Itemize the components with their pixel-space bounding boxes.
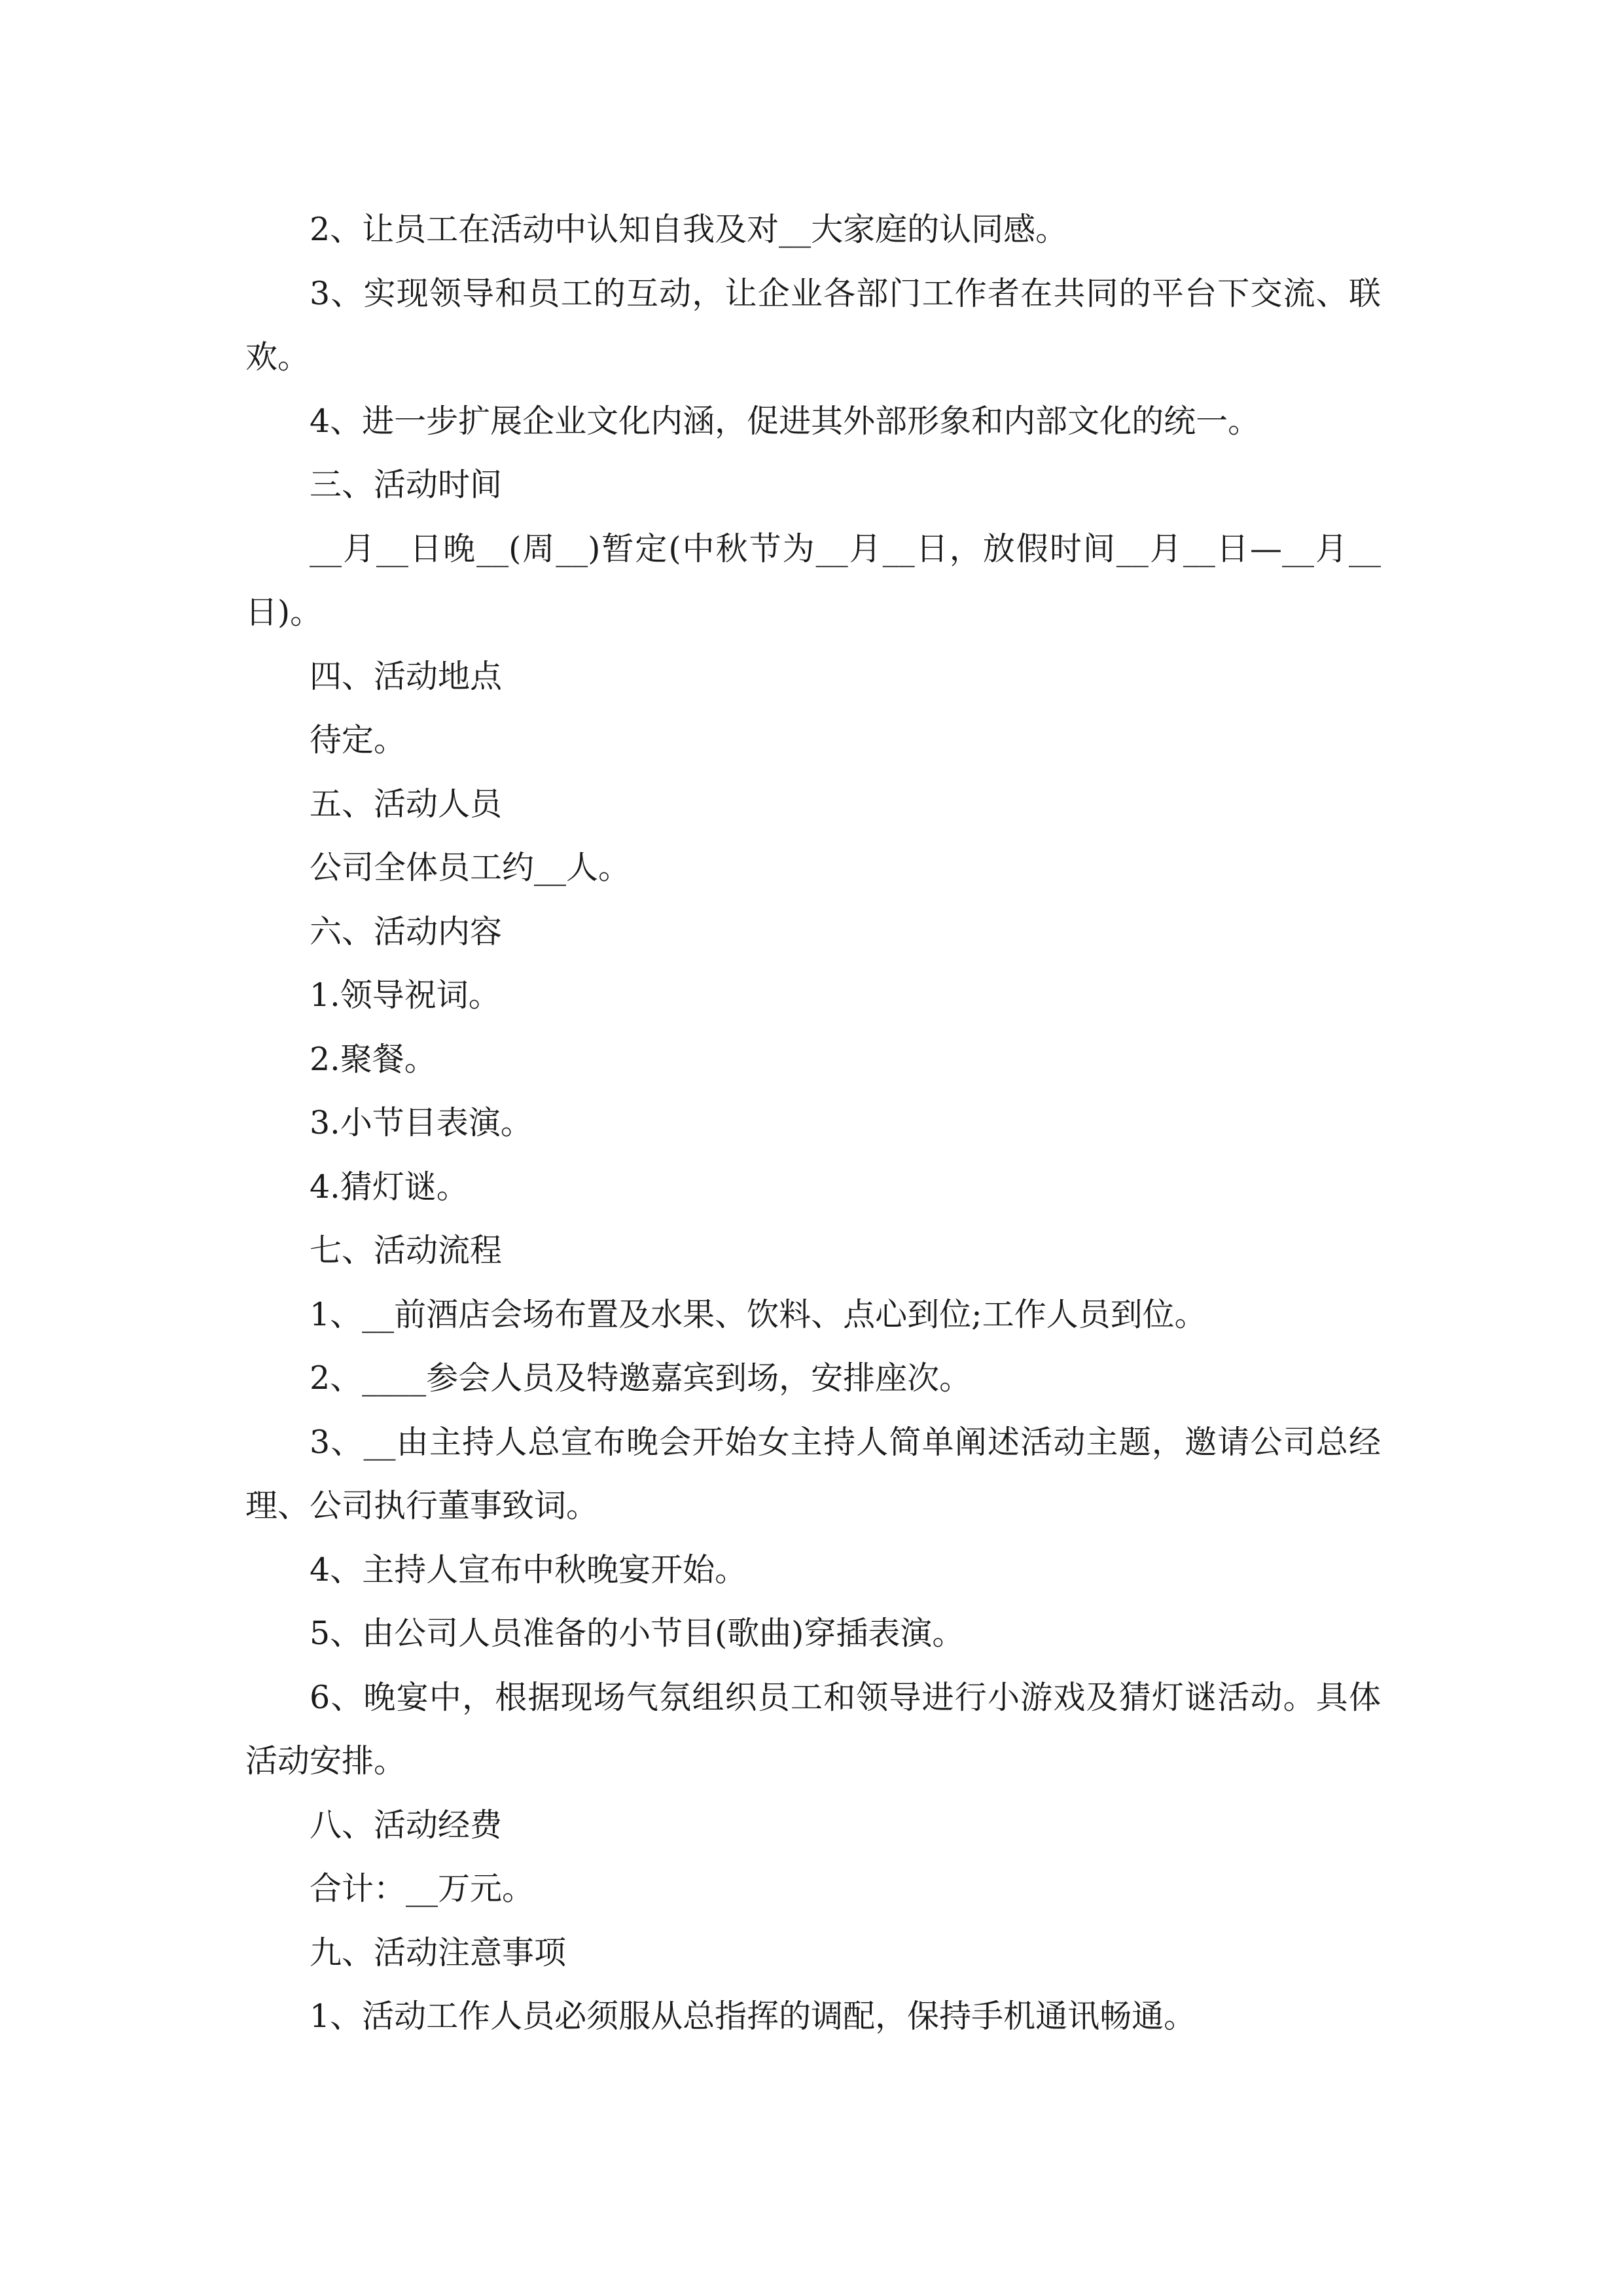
list-item: 4、主持人宣布中秋晚宴开始。 xyxy=(310,1551,747,1588)
list-item: 5、由公司人员准备的小节目(歌曲)穿插表演。 xyxy=(310,1615,965,1652)
list-item: 2、____参会人员及特邀嘉宾到场，安排座次。 xyxy=(310,1359,972,1397)
paragraph: 4、进一步扩展企业文化内涵，促进其外部形象和内部文化的统一。 xyxy=(310,402,1260,440)
document-body xyxy=(245,198,1381,2049)
paragraph: 待定。 xyxy=(310,721,406,759)
section-heading: 五、活动人员 xyxy=(310,785,503,823)
list-item: 1、活动工作人员必须服从总指挥的调配，保持手机通讯畅通。 xyxy=(310,1998,1196,2035)
section-heading: 六、活动内容 xyxy=(310,912,503,950)
list-item: 4.猜灯谜。 xyxy=(310,1168,469,1206)
paragraph: 公司全体员工约__人。 xyxy=(310,849,631,886)
section-heading: 九、活动注意事项 xyxy=(310,1933,567,1971)
list-item: 3.小节目表演。 xyxy=(310,1104,533,1141)
section-heading: 八、活动经费 xyxy=(310,1806,503,1844)
paragraph: 合计：__万元。 xyxy=(310,1870,535,1907)
list-item: 2.聚餐。 xyxy=(310,1040,437,1078)
section-heading: 三、活动时间 xyxy=(310,466,503,503)
section-heading: 七、活动流程 xyxy=(310,1232,503,1269)
list-item: 3、__由主持人总宣布晚会开始女主持人简单阐述活动主题，邀请公司总经理、公司执行董事致词。 xyxy=(245,1423,1381,1524)
section-heading: 四、活动地点 xyxy=(310,657,503,695)
paragraph: 3、实现领导和员工的互动，让企业各部门工作者在共同的平台下交流、联欢。 xyxy=(245,274,1381,376)
list-item: 6、晚宴中，根据现场气氛组织员工和领导进行小游戏及猜灯谜活动。具体活动安排。 xyxy=(245,1678,1381,1780)
list-item: 1.领导祝词。 xyxy=(310,977,501,1014)
paragraph: __月__日晚__(周__)暂定(中秋节为__月__日，放假时间__月__日—__月__日)。 xyxy=(245,529,1381,631)
paragraph: 2、让员工在活动中认知自我及对__大家庭的认同感。 xyxy=(310,211,1068,248)
list-item: 1、__前酒店会场布置及水果、饮料、点心到位;工作人员到位。 xyxy=(310,1295,1207,1333)
